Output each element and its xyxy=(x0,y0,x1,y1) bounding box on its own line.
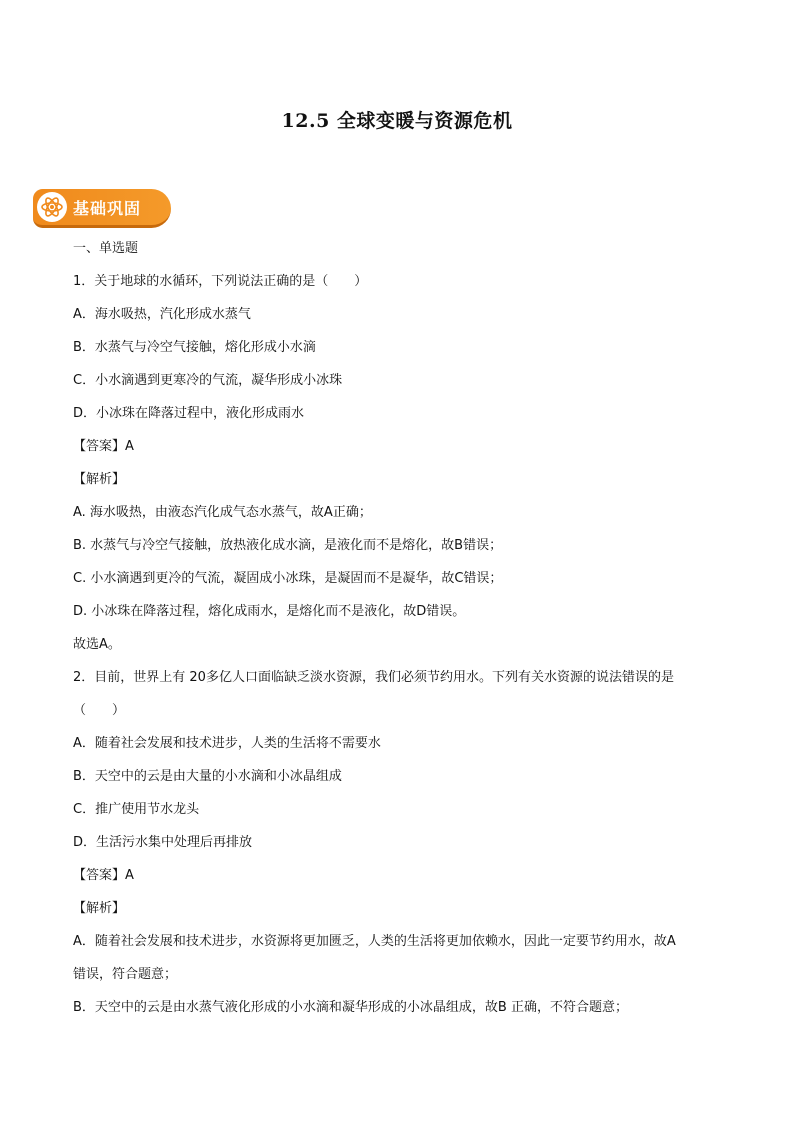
page-title: 12.5 全球变暖与资源危机 xyxy=(281,110,513,132)
question-1-analysis-label: 【解析】 xyxy=(73,472,126,487)
question-1-conclusion: 故选A。 xyxy=(73,637,121,652)
document-body xyxy=(73,232,733,1024)
question-1-option-a: A．海水吸热，汽化形成水蒸气 xyxy=(73,307,251,322)
section-heading: 一、单选题 xyxy=(73,241,139,256)
question-1-answer: 【答案】A xyxy=(73,439,134,454)
question-2-option-c: C．推广使用节水龙头 xyxy=(73,802,200,817)
question-2-analysis-label: 【解析】 xyxy=(73,901,126,916)
question-1-option-d: D．小冰珠在降落过程中，液化形成雨水 xyxy=(73,406,305,421)
question-1-option-c: C．小水滴遇到更寒冷的气流，凝华形成小冰珠 xyxy=(73,373,343,388)
section-banner xyxy=(33,189,171,228)
section-label: 基础巩固 xyxy=(73,199,142,218)
atom-icon xyxy=(37,192,67,222)
question-1-stem: 1．关于地球的水循环，下列说法正确的是（ ） xyxy=(73,274,368,289)
question-2-option-b: B．天空中的云是由大量的小水滴和小冰晶组成 xyxy=(73,769,342,784)
question-2-stem: 2．目前，世界上有 20多亿人口面临缺乏淡水资源，我们必须节约用水。下列有关水资源的说法错误的是 xyxy=(73,670,674,685)
question-1-analysis-a: A. 海水吸热，由液态汽化成气态水蒸气，故A正确； xyxy=(73,505,372,520)
question-2-analysis-b: B．天空中的云是由水蒸气液化形成的小水滴和凝华形成的小冰晶组成，故B 正确，不符合题意； xyxy=(73,1000,628,1015)
question-1-analysis-b: B. 水蒸气与冷空气接触，放热液化成水滴，是液化而不是熔化，故B错误； xyxy=(73,538,503,553)
question-1-analysis-c: C. 小水滴遇到更冷的气流，凝固成小冰珠，是凝固而不是凝华，故C错误； xyxy=(73,571,503,586)
question-2-stem-cont: （ ） xyxy=(73,703,126,718)
question-1-option-b: B．水蒸气与冷空气接触，熔化形成小水滴 xyxy=(73,340,316,355)
question-1-analysis-d: D. 小冰珠在降落过程，熔化成雨水，是熔化而不是液化，故D错误。 xyxy=(73,604,466,619)
question-2-analysis-a-cont: 错误，符合题意； xyxy=(73,967,178,982)
question-2-option-d: D．生活污水集中处理后再排放 xyxy=(73,835,253,850)
question-2-answer: 【答案】A xyxy=(73,868,134,883)
question-2-analysis-a: A．随着社会发展和技术进步，水资源将更加匮乏，人类的生活将更加依赖水，因此一定要节约用水，故A xyxy=(73,934,676,949)
question-2-option-a: A．随着社会发展和技术进步，人类的生活将不需要水 xyxy=(73,736,381,751)
